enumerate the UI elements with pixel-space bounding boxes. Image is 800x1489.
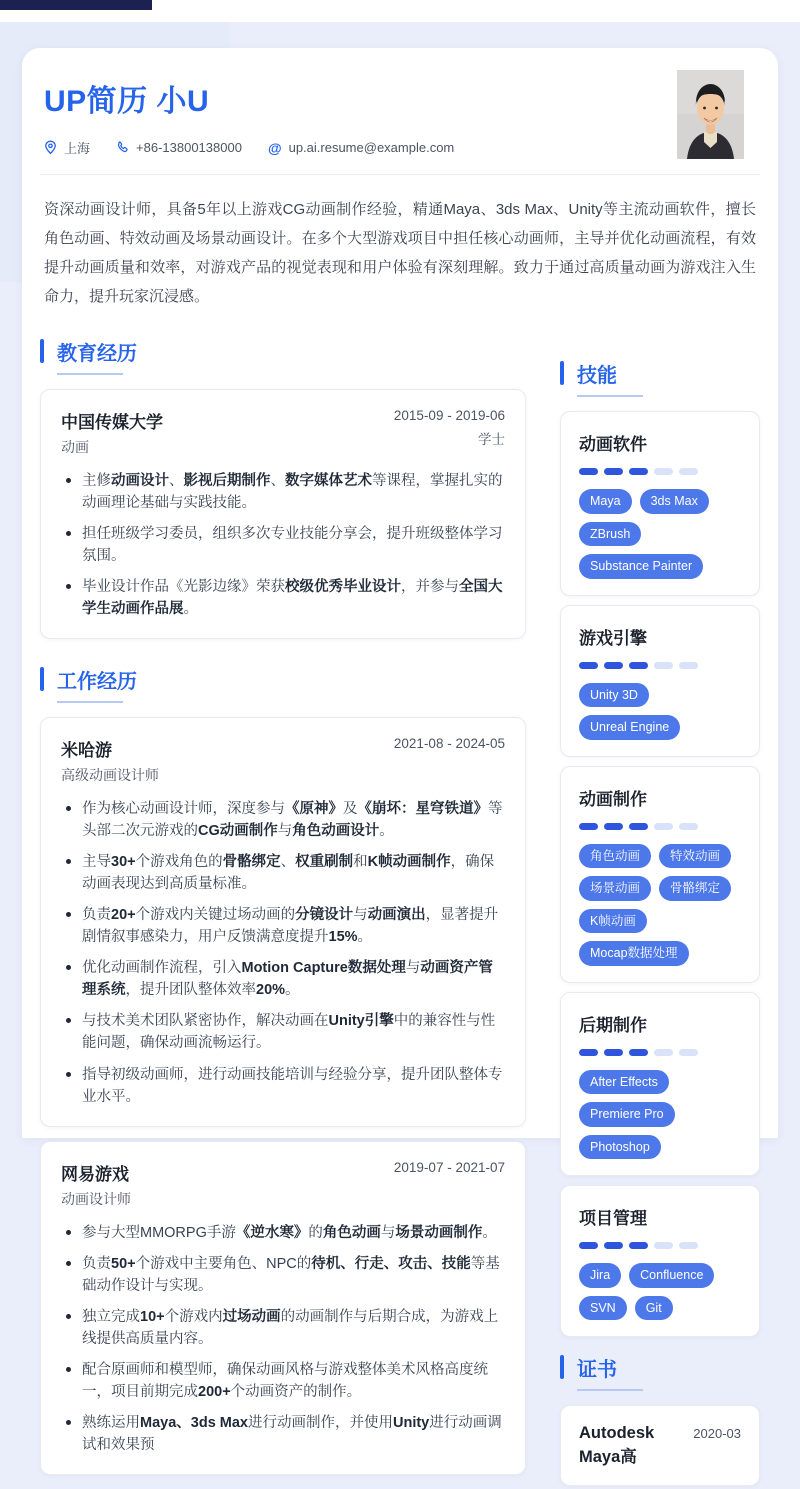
phone-icon bbox=[116, 141, 129, 154]
skill-card-animation-production bbox=[560, 766, 760, 983]
resume-header bbox=[40, 64, 760, 159]
skill-tag: ZBrush bbox=[579, 522, 641, 547]
education-section-title: 教育经历 bbox=[57, 337, 137, 375]
job-entry-header bbox=[61, 1160, 505, 1209]
resume-page bbox=[22, 48, 778, 1466]
job-bullet-list bbox=[61, 1222, 505, 1456]
email-text: up.ai.resume@example.com bbox=[288, 140, 455, 155]
skill-group-name: 游戏引擎 bbox=[579, 628, 647, 648]
phone-text: +86-13800138000 bbox=[136, 140, 242, 155]
contact-location bbox=[44, 138, 90, 157]
bullet-item: 与技术美术团队紧密协作，解决动画在Unity引擎中的兼容性与性能问题，确保动画流畅运行。 bbox=[61, 1010, 505, 1054]
bullet-item: 毕业设计作品《光影边缘》荣获校级优秀毕业设计，并参与全国大学生动画作品展。 bbox=[61, 576, 505, 620]
job-entry-left bbox=[61, 1160, 131, 1209]
skill-tag: 骨骼绑定 bbox=[659, 876, 731, 901]
contact-email bbox=[268, 140, 454, 155]
job-role: 动画设计师 bbox=[61, 1190, 131, 1207]
education-entry-header bbox=[61, 408, 505, 457]
job-role: 高级动画设计师 bbox=[61, 767, 159, 784]
bullet-item: 主导30+个游戏角色的骨骼绑定、权重刷制和K帧动画制作，确保动画表现达到高质量标准。 bbox=[61, 851, 505, 895]
contact-phone bbox=[116, 140, 242, 155]
skill-tag-list bbox=[579, 1263, 741, 1320]
skill-level-dot bbox=[654, 1242, 673, 1249]
skill-level-dot bbox=[604, 1242, 623, 1249]
contact-row bbox=[44, 138, 454, 157]
skill-tag: Git bbox=[635, 1296, 673, 1321]
skill-group-name: 后期制作 bbox=[579, 1015, 647, 1035]
skill-level-dot bbox=[579, 1049, 598, 1056]
job-bullet-list bbox=[61, 798, 505, 1107]
skill-level-dot bbox=[579, 662, 598, 669]
bullet-item: 熟练运用Maya、3ds Max进行动画制作，并使用Unity进行动画调试和效果预 bbox=[61, 1412, 505, 1456]
at-icon: @ bbox=[267, 139, 282, 156]
skill-group-name: 动画软件 bbox=[579, 435, 647, 454]
skill-level-meter bbox=[579, 1242, 741, 1249]
skill-tag-list bbox=[579, 1070, 741, 1160]
top-accent-bar bbox=[0, 0, 152, 10]
skill-level-dot bbox=[604, 1049, 623, 1056]
job-card-mihoyo bbox=[40, 717, 526, 1126]
section-accent-bar bbox=[40, 339, 44, 363]
skill-level-dot bbox=[679, 1242, 698, 1249]
header-divider bbox=[40, 174, 760, 175]
location-pin-icon bbox=[44, 140, 57, 155]
header-info bbox=[40, 68, 454, 157]
skill-level-dot bbox=[604, 468, 623, 475]
skill-tag: K帧动画 bbox=[579, 909, 647, 934]
job-entry-right bbox=[394, 736, 505, 751]
skill-tag: 场景动画 bbox=[579, 876, 651, 901]
skill-card-post-production bbox=[560, 992, 760, 1177]
certificate-name: Autodesk Maya高 bbox=[579, 1424, 655, 1466]
skill-level-meter bbox=[579, 823, 741, 830]
section-accent-bar bbox=[40, 667, 44, 691]
skill-level-dot bbox=[654, 823, 673, 830]
skill-level-dot bbox=[654, 662, 673, 669]
skill-tag: Mocap数据处理 bbox=[579, 941, 689, 966]
skill-card-game-engines bbox=[560, 605, 760, 757]
skill-level-dot bbox=[654, 468, 673, 475]
skill-level-meter bbox=[579, 662, 741, 669]
skill-tag-list bbox=[579, 844, 741, 966]
skill-tag-list bbox=[579, 683, 741, 740]
skill-group-name: 动画制作 bbox=[579, 789, 647, 809]
bullet-item: 优化动画制作流程，引入Motion Capture数据处理与动画资产管理系统，提升团队整体效率20%。 bbox=[61, 957, 505, 1001]
skill-level-meter bbox=[579, 468, 741, 475]
location-text: 上海 bbox=[64, 141, 91, 156]
bullet-item: 参与大型MMORPG手游《逆水寒》的角色动画与场景动画制作。 bbox=[61, 1222, 505, 1244]
degree-label: 学士 bbox=[478, 432, 505, 447]
skill-tag: Unity 3D bbox=[579, 683, 649, 708]
section-accent-bar bbox=[560, 1355, 564, 1379]
skill-level-meter bbox=[579, 1049, 741, 1056]
skill-level-dot bbox=[629, 662, 648, 669]
skill-level-dot bbox=[679, 1049, 698, 1056]
skill-tag: 角色动画 bbox=[579, 844, 651, 869]
company-name: 网易游戏 bbox=[61, 1164, 129, 1184]
summary-paragraph: 资深动画设计师，具备5年以上游戏CG动画制作经验，精通Maya、3ds Max、Unity等主流动画软件，擅长角色动画、特效动画及场景动画设计。在多个大型游戏项目中担任核心动画师，主导并优化动画流程，有效提升动画质量和效率，对游戏产品的视觉表现和用户体验有深刻理解。致力于通过高质量动画为游戏注入生命力，提升玩家沉浸感。 bbox=[44, 201, 756, 305]
education-section-header bbox=[40, 337, 526, 375]
skill-level-dot bbox=[579, 1242, 598, 1249]
bullet-item: 独立完成10+个游戏内过场动画的动画制作与后期合成，为游戏上线提供高质量内容。 bbox=[61, 1306, 505, 1350]
certificate-card bbox=[560, 1405, 760, 1486]
work-section-header bbox=[40, 665, 526, 703]
skill-level-dot bbox=[579, 468, 598, 475]
skill-level-dot bbox=[679, 468, 698, 475]
skill-tag-list bbox=[579, 489, 741, 579]
work-section-title: 工作经历 bbox=[57, 665, 137, 703]
profile-photo bbox=[677, 70, 744, 159]
skill-level-dot bbox=[654, 1049, 673, 1056]
skill-level-dot bbox=[629, 1049, 648, 1056]
bullet-item: 配合原画师和模型师，确保动画风格与游戏整体美术风格高度统一，项目前期完成200+个动画资产的制作。 bbox=[61, 1359, 505, 1403]
skill-level-dot bbox=[579, 823, 598, 830]
major-name: 动画 bbox=[61, 439, 89, 455]
company-name: 米哈游 bbox=[61, 741, 112, 761]
job-dates: 2021-08 - 2024-05 bbox=[393, 736, 505, 752]
certificates-section-header bbox=[560, 1353, 760, 1391]
bullet-item: 指导初级动画师，进行动画技能培训与经验分享，提升团队整体专业水平。 bbox=[61, 1064, 505, 1108]
sidebar bbox=[560, 359, 760, 1486]
skill-tag: Maya bbox=[579, 489, 632, 514]
skill-tag: Photoshop bbox=[579, 1135, 661, 1160]
skill-tag: Substance Painter bbox=[579, 554, 703, 579]
job-entry-left bbox=[61, 736, 159, 785]
skill-group-name: 项目管理 bbox=[579, 1209, 647, 1228]
skill-tag: Premiere Pro bbox=[579, 1102, 675, 1127]
school-name: 中国传媒大学 bbox=[61, 413, 163, 432]
skill-tag: Jira bbox=[579, 1263, 621, 1288]
skill-tag: SVN bbox=[579, 1296, 627, 1321]
left-column bbox=[40, 337, 526, 1489]
skill-card-animation-software bbox=[560, 411, 760, 596]
bullet-item: 负责20+个游戏内关键过场动画的分镜设计与动画演出，显著提升剧情叙事感染力，用户反馈满意度提升15%。 bbox=[61, 904, 505, 948]
skill-level-dot bbox=[679, 823, 698, 830]
bullet-item: 担任班级学习委员，组织多次专业技能分享会，提升班级整体学习氛围。 bbox=[61, 523, 505, 567]
job-dates: 2019-07 - 2021-07 bbox=[393, 1159, 505, 1175]
job-card-netease bbox=[40, 1141, 526, 1475]
education-entry-right bbox=[394, 408, 505, 448]
bullet-item: 作为核心动画设计师，深度参与《原神》及《崩坏：星穹铁道》等头部二次元游戏的CG动画制作与角色动画设计。 bbox=[61, 798, 505, 842]
skill-tag: After Effects bbox=[579, 1070, 669, 1095]
skill-level-dot bbox=[629, 1242, 648, 1249]
skills-section-title: 技能 bbox=[577, 359, 617, 397]
bullet-item: 主修动画设计、影视后期制作、数字媒体艺术等课程，掌握扎实的动画理论基础与实践技能。 bbox=[61, 470, 505, 514]
certificate-row bbox=[579, 1424, 741, 1467]
job-entry-right bbox=[394, 1160, 505, 1175]
certificate-date: 2020-03 bbox=[693, 1426, 741, 1441]
content-columns bbox=[40, 337, 760, 1489]
skill-tag: 3ds Max bbox=[640, 489, 709, 514]
section-accent-bar bbox=[560, 361, 564, 385]
skill-level-dot bbox=[629, 823, 648, 830]
bullet-item: 负责50+个游戏中主要角色、NPC的待机、行走、攻击、技能等基础动作设计与实现。 bbox=[61, 1253, 505, 1297]
skill-level-dot bbox=[679, 662, 698, 669]
education-entry-left bbox=[61, 408, 163, 457]
skill-tag: 特效动画 bbox=[659, 844, 731, 869]
education-card bbox=[40, 389, 526, 639]
skill-card-project-management bbox=[560, 1185, 760, 1337]
skills-section-header bbox=[560, 359, 760, 397]
skill-level-dot bbox=[604, 662, 623, 669]
person-name: UP简历 小U bbox=[44, 85, 210, 118]
skill-tag: Unreal Engine bbox=[579, 715, 680, 740]
certificates-section-title: 证书 bbox=[577, 1353, 617, 1391]
education-bullet-list bbox=[61, 470, 505, 620]
skill-level-dot bbox=[629, 468, 648, 475]
job-entry-header bbox=[61, 736, 505, 785]
skill-tag: Confluence bbox=[629, 1263, 714, 1288]
education-dates: 2015-09 - 2019-06 bbox=[393, 408, 505, 423]
skill-level-dot bbox=[604, 823, 623, 830]
